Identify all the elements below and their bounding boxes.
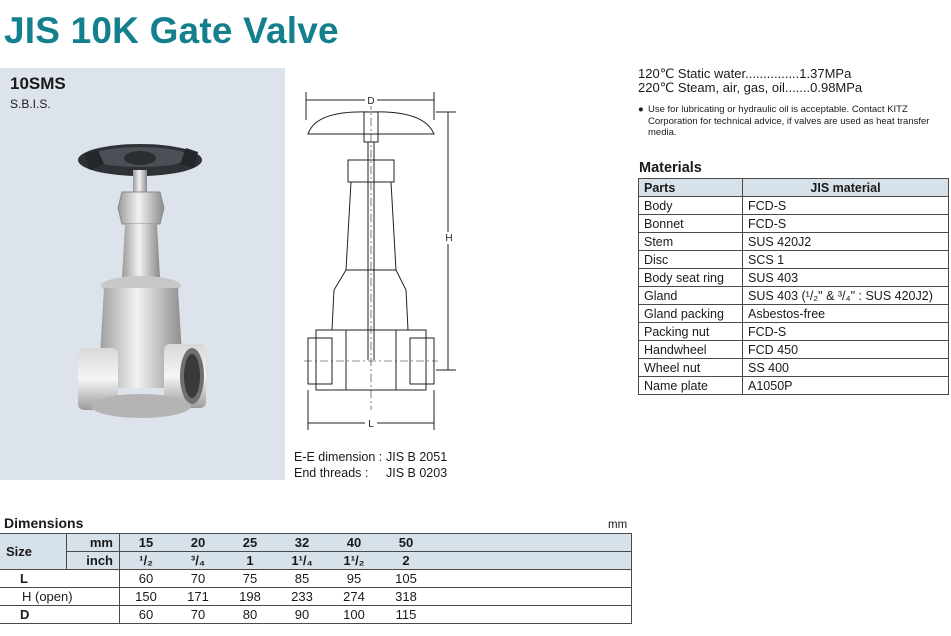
mm-header-row: Size mm 15 20 25 32 40 50 — [0, 534, 632, 552]
materials-header-row — [639, 179, 949, 197]
usage-note — [638, 104, 950, 139]
usage-note-text: Use for lubricating or hydraulic oil is acceptable. Contact KITZ Corporation for technical advice, if valves are used as heat transfer media. — [648, 104, 930, 138]
valve-photo — [0, 118, 285, 478]
dim-d-label: D — [367, 96, 375, 107]
dimensions-unit: mm — [608, 519, 628, 531]
table-row: D 60 70 80 90 100 115 — [0, 606, 632, 624]
bullet-icon: ● — [638, 104, 644, 115]
valve-section-drawing — [296, 90, 466, 440]
dimensions-table — [0, 533, 632, 624]
table-row: L 60 70 75 85 95 105 — [0, 570, 632, 588]
table-row: Gland SUS 403 (¹/₂" & ³/₄" : SUS 420J2) — [639, 287, 949, 305]
table-row: Body FCD-S — [639, 197, 949, 215]
table-row: Packing nut FCD-S — [639, 323, 949, 341]
table-row: H (open) 150 171 198 233 274 318 — [0, 588, 632, 606]
inch-header-row: inch ¹/₂ ³/₄ 1 1¹/₄ 1¹/₂ 2 — [0, 552, 632, 570]
table-row: Body seat ring SUS 403 — [639, 269, 949, 287]
standard-row: E-E dimension : JIS B 2051 — [294, 450, 448, 464]
pressure-ratings — [638, 67, 862, 95]
model-number: 10SMS — [10, 74, 66, 93]
parts-header: Parts — [639, 179, 743, 197]
table-row: Disc SCS 1 — [639, 251, 949, 269]
dimensions-title: Dimensions — [4, 515, 84, 531]
pressure-rating: 220℃ Steam, air, gas, oil.......0.98MPa — [638, 80, 863, 95]
table-row: Stem SUS 420J2 — [639, 233, 949, 251]
product-photo-panel — [0, 68, 285, 480]
table-row: Name plate A1050P — [639, 377, 949, 395]
size-header: Size — [0, 534, 67, 570]
dim-l-label: L — [368, 419, 374, 430]
jis-material-header: JIS material — [743, 179, 949, 197]
materials-title: Materials — [639, 160, 702, 176]
standard-row: End threads : JIS B 0203 — [294, 466, 448, 480]
table-row: Gland packing Asbestos-free — [639, 305, 949, 323]
dim-h-label: H — [445, 233, 453, 244]
inch-unit-label: inch — [67, 552, 120, 570]
standard-label: S.B.I.S. — [10, 97, 51, 111]
mm-unit-label: mm — [67, 534, 120, 552]
pressure-rating: 120℃ Static water...............1.37MPa — [638, 66, 852, 81]
table-row: Wheel nut SS 400 — [639, 359, 949, 377]
table-row: Bonnet FCD-S — [639, 215, 949, 233]
table-row: Handwheel FCD 450 — [639, 341, 949, 359]
page-title: JIS 10K Gate Valve — [4, 10, 339, 51]
standards-block — [294, 449, 447, 481]
materials-table — [638, 178, 949, 395]
